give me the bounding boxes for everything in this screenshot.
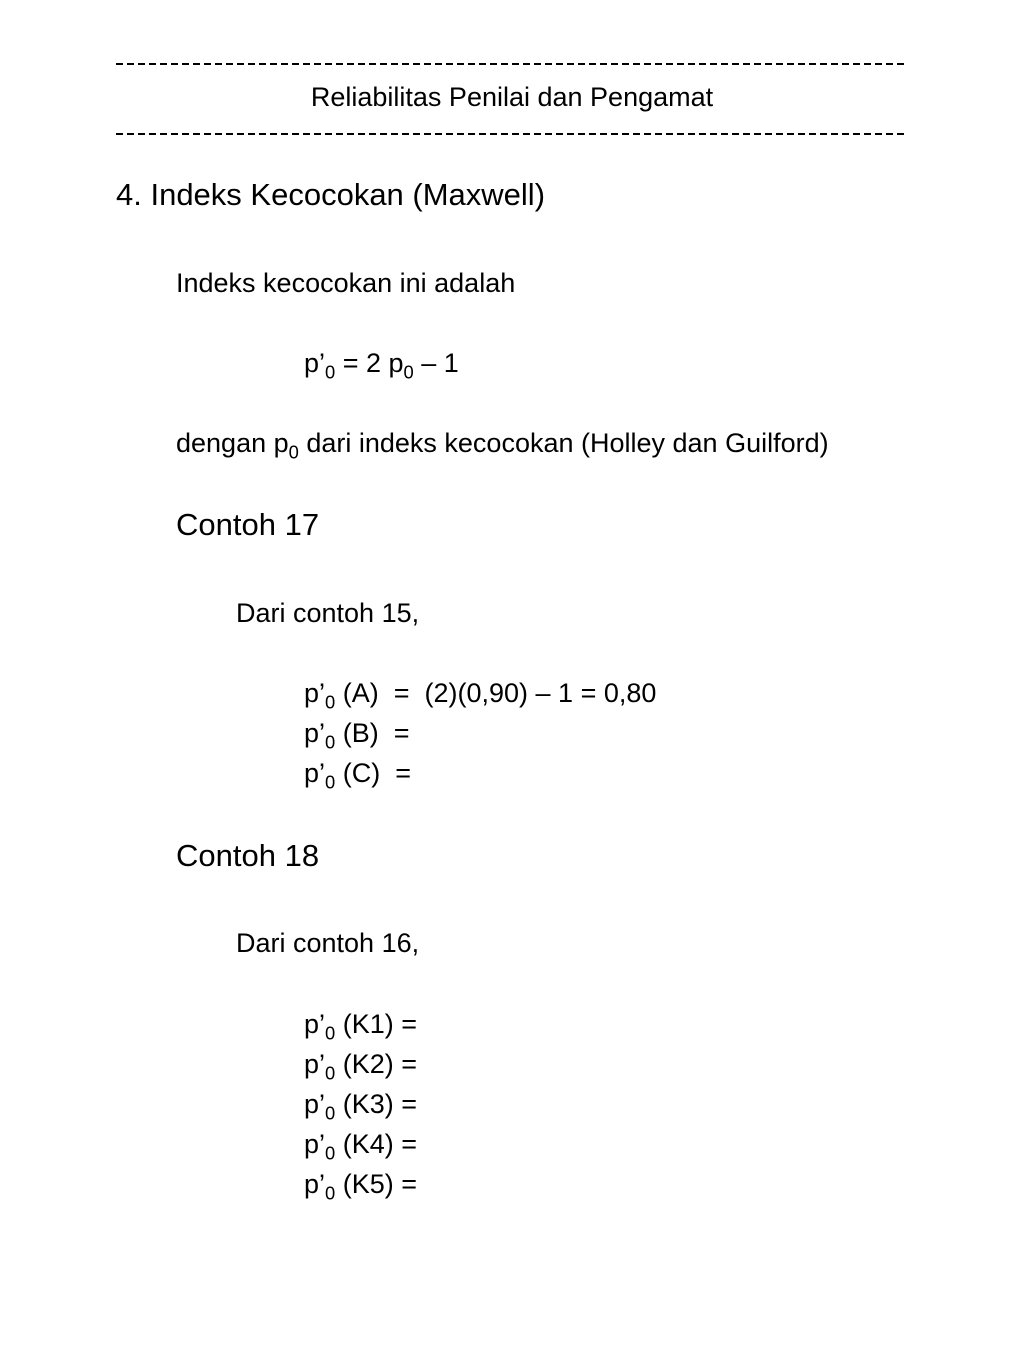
row-value: = [378,718,410,748]
note-prefix: dengan p [176,428,289,458]
formula-lhs: p’ [304,348,326,378]
row-label: (K5) [335,1169,394,1199]
example-18-row [304,1009,418,1044]
example-18-title: Contoh 18 [176,838,320,873]
example-18-source: Dari contoh 16, [236,928,420,958]
row-base: p’ [304,1089,326,1119]
example-17-title: Contoh 17 [176,507,320,542]
row-base: p’ [304,1169,326,1199]
row-subscript: 0 [325,1142,336,1164]
row-value: = [380,758,411,788]
example-17-row [304,758,411,793]
row-base: p’ [304,1049,326,1079]
row-base: p’ [304,758,326,788]
formula-mid-subscript: 0 [403,361,414,383]
example-17-row [304,678,657,713]
formula-note [176,428,829,463]
row-value: = [393,1049,418,1079]
row-subscript: 0 [325,1022,336,1044]
formula-mid: = 2 p [335,348,404,378]
section-title: 4. Indeks Kecocokan (Maxwell) [116,177,546,212]
row-label: (A) [335,678,379,708]
header-top-rule [116,63,906,65]
row-value: = (2)(0,90) – 1 = 0,80 [378,678,657,708]
note-suffix: dari indeks kecocokan (Holley dan Guilford) [298,428,829,458]
row-subscript: 0 [325,1102,336,1124]
row-value: = [393,1009,418,1039]
header-bottom-rule [116,133,906,135]
note-subscript: 0 [288,441,299,463]
example-18-row [304,1049,418,1084]
example-18-row [304,1129,418,1164]
row-label: (K4) [335,1129,394,1159]
example-17-row [304,718,410,753]
maxwell-formula [304,348,459,383]
formula-lhs-subscript: 0 [325,361,336,383]
example-18-row [304,1169,418,1204]
row-base: p’ [304,1009,326,1039]
row-value: = [393,1169,418,1199]
row-value: = [393,1089,418,1119]
row-subscript: 0 [325,1182,336,1204]
row-subscript: 0 [325,731,336,753]
intro-text: Indeks kecocokan ini adalah [176,268,516,298]
example-17-source: Dari contoh 15, [236,598,420,628]
row-label: (C) [335,758,381,788]
page-header-title: Reliabilitas Penilai dan Pengamat [310,82,714,112]
row-base: p’ [304,1129,326,1159]
row-label: (B) [335,718,379,748]
row-value: = [393,1129,418,1159]
row-label: (K2) [335,1049,394,1079]
row-subscript: 0 [325,771,336,793]
formula-rhs: – 1 [413,348,459,378]
row-label: (K3) [335,1089,394,1119]
row-label: (K1) [335,1009,394,1039]
row-subscript: 0 [325,691,336,713]
row-base: p’ [304,678,326,708]
example-18-row [304,1089,418,1124]
row-base: p’ [304,718,326,748]
row-subscript: 0 [325,1062,336,1084]
